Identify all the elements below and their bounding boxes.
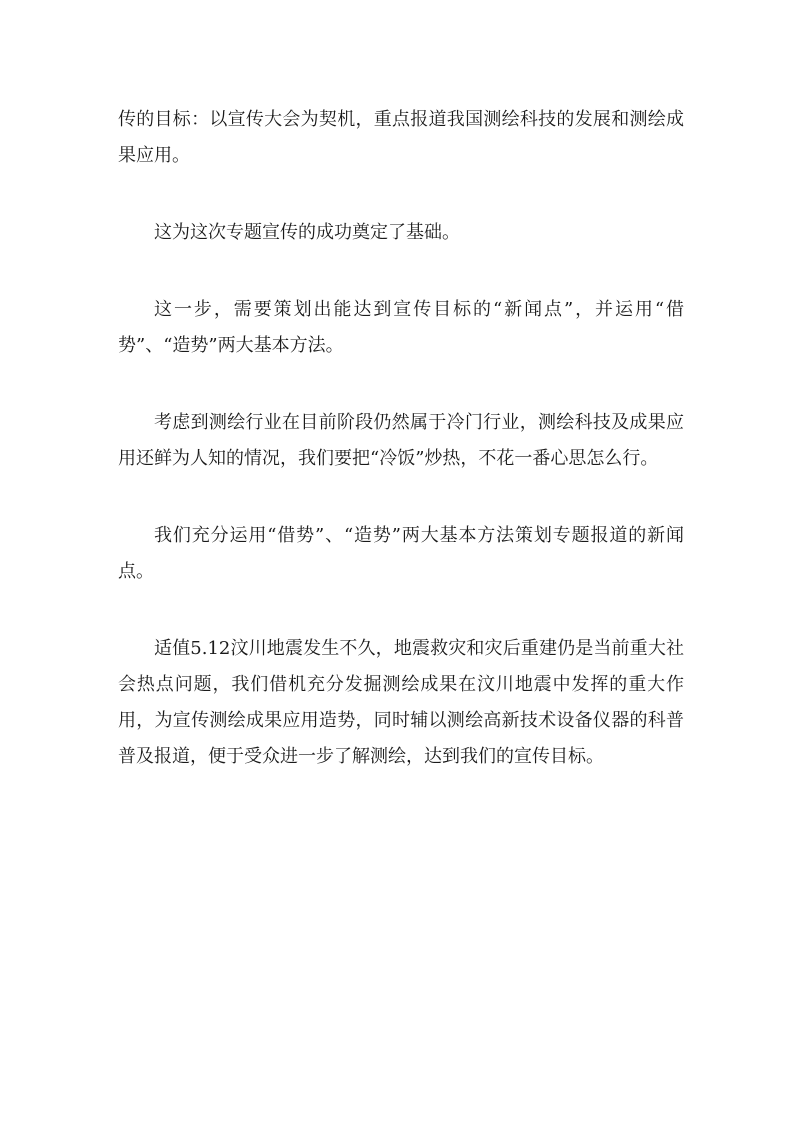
- paragraph-5: 我们充分运用“借势”、“造势”两大基本方法策划专题报道的新闻点。: [118, 525, 684, 582]
- document-body: [118, 102, 684, 816]
- paragraph-1: 传的目标：以宣传大会为契机，重点报道我国测绘科技的发展和测绘成果应用。: [118, 109, 684, 166]
- paragraph-4: 考虑到测绘行业在目前阶段仍然属于冷门行业，测绘科技及成果应用还鲜为人知的情况，我们要把“冷饭”炒热，不花一番心思怎么行。: [118, 412, 684, 469]
- paragraph-3: 这一步，需要策划出能达到宣传目标的“新闻点”，并运用“借势”、“造势”两大基本方法。: [118, 299, 684, 356]
- paragraph-2: 这为这次专题宣传的成功奠定了基础。: [154, 222, 460, 243]
- paragraph-6: 适值5.12汶川地震发生不久，地震救灾和灾后重建仍是当前重大社会热点问题，我们借机充分发掘测绘成果在汶川地震中发挥的重大作用，为宣传测绘成果应用造势，同时辅以测绘高新技术设备仪器的科普普及报道，便于受众进一步了解测绘，达到我们的宣传目标。: [118, 638, 684, 767]
